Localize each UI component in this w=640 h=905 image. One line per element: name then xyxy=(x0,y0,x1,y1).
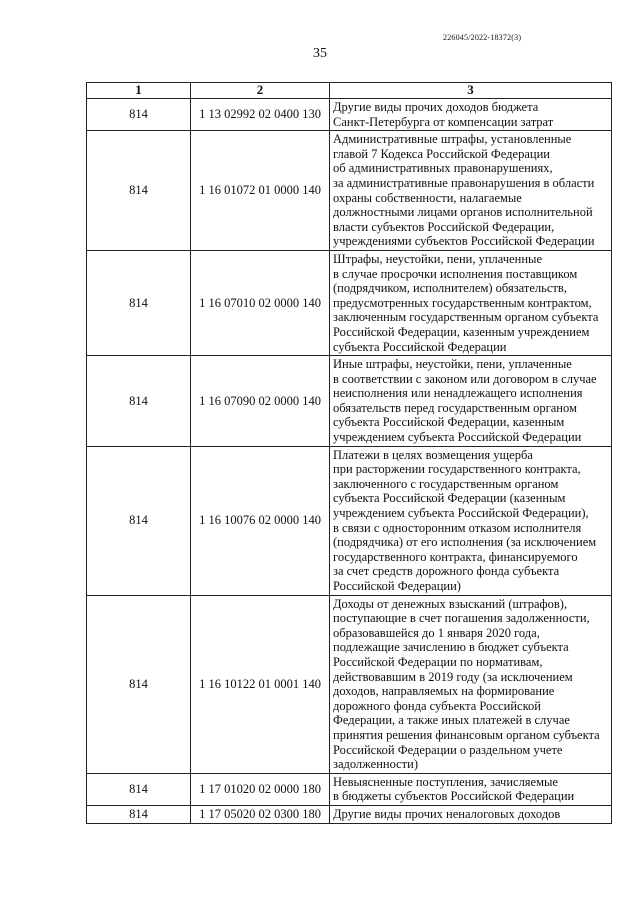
revenue-name-cell: Доходы от денежных взысканий (штрафов), поступающие в счет погашения задолженности, образовавшейся до 1 января 2020 года, подлежащие зачислению в бюджет субъекта Российской Федерации по нормативам, действовавшим в 2019 году (за исключением доходов, направляемых на формирование дорожного фонда субъекта Российской Федерации, а также иных платежей в случае принятия решения финансовым органом субъекта Российской Федерации о раздельном учете задолженности) xyxy=(330,595,612,773)
page-number: 35 xyxy=(313,46,327,61)
table-row xyxy=(87,131,612,251)
table-row xyxy=(87,805,612,823)
revenue-name-cell: Административные штрафы, установленные главой 7 Кодекса Российской Федерации об административных правонарушениях, за административные правонарушения в области охраны собственности, налагаемые должностными лицами органов исполнительной власти субъектов Российской Федерации, учреждениями субъектов Российской Федерации xyxy=(330,131,612,251)
revenue-codes-table xyxy=(86,82,612,824)
admin-code-cell: 814 xyxy=(87,805,191,823)
admin-code-cell: 814 xyxy=(87,250,191,355)
revenue-name-cell: Платежи в целях возмещения ущерба при расторжении государственного контракта, заключенного с государственным органом субъекта Российской Федерации (казенным учреждением субъекта Российской Федерации), в связи с односторонним отказом исполнителя (подрядчика) от его исполнения (за исключением государственного контракта, финансируемого за счет средств дорожного фонда субъекта Российской Федерации) xyxy=(330,446,612,595)
column-header-2: 2 xyxy=(191,83,330,99)
revenue-name-cell: Невыясненные поступления, зачисляемые в бюджеты субъектов Российской Федерации xyxy=(330,773,612,805)
table-row xyxy=(87,773,612,805)
revenue-name-cell: Другие виды прочих доходов бюджета Санкт-Петербурга от компенсации затрат xyxy=(330,99,612,131)
revenue-name-cell: Штрафы, неустойки, пени, уплаченные в случае просрочки исполнения поставщиком (подрядчиком, исполнителем) обязательств, предусмотренных государственным контрактом, заключенным государственным органом субъекта Российской Федерации, казенным учреждением субъекта Российской Федерации xyxy=(330,250,612,355)
admin-code-cell: 814 xyxy=(87,595,191,773)
column-header-1: 1 xyxy=(87,83,191,99)
revenue-code-cell: 1 17 01020 02 0000 180 xyxy=(191,773,330,805)
revenue-code-cell: 1 16 07010 02 0000 140 xyxy=(191,250,330,355)
revenue-name-cell: Иные штрафы, неустойки, пени, уплаченные в соответствии с законом или договором в случае неисполнения или ненадлежащего исполнения обязательств перед государственным органом субъекта Российской Федерации, казенным учреждением субъекта Российской Федерации xyxy=(330,356,612,447)
table-row xyxy=(87,446,612,595)
column-header-3: 3 xyxy=(330,83,612,99)
admin-code-cell: 814 xyxy=(87,99,191,131)
revenue-code-cell: 1 16 07090 02 0000 140 xyxy=(191,356,330,447)
table-row xyxy=(87,99,612,131)
table-row xyxy=(87,356,612,447)
table-row xyxy=(87,595,612,773)
admin-code-cell: 814 xyxy=(87,446,191,595)
revenue-code-cell: 1 16 10122 01 0001 140 xyxy=(191,595,330,773)
revenue-code-cell: 1 16 10076 02 0000 140 xyxy=(191,446,330,595)
table-header-row xyxy=(87,83,612,99)
revenue-code-cell: 1 16 01072 01 0000 140 xyxy=(191,131,330,251)
table-row xyxy=(87,250,612,355)
admin-code-cell: 814 xyxy=(87,356,191,447)
admin-code-cell: 814 xyxy=(87,131,191,251)
revenue-code-cell: 1 13 02992 02 0400 130 xyxy=(191,99,330,131)
revenue-name-cell: Другие виды прочих неналоговых доходов xyxy=(330,805,612,823)
document-id: 226045/2022-18372(3) xyxy=(443,33,522,42)
revenue-code-cell: 1 17 05020 02 0300 180 xyxy=(191,805,330,823)
admin-code-cell: 814 xyxy=(87,773,191,805)
